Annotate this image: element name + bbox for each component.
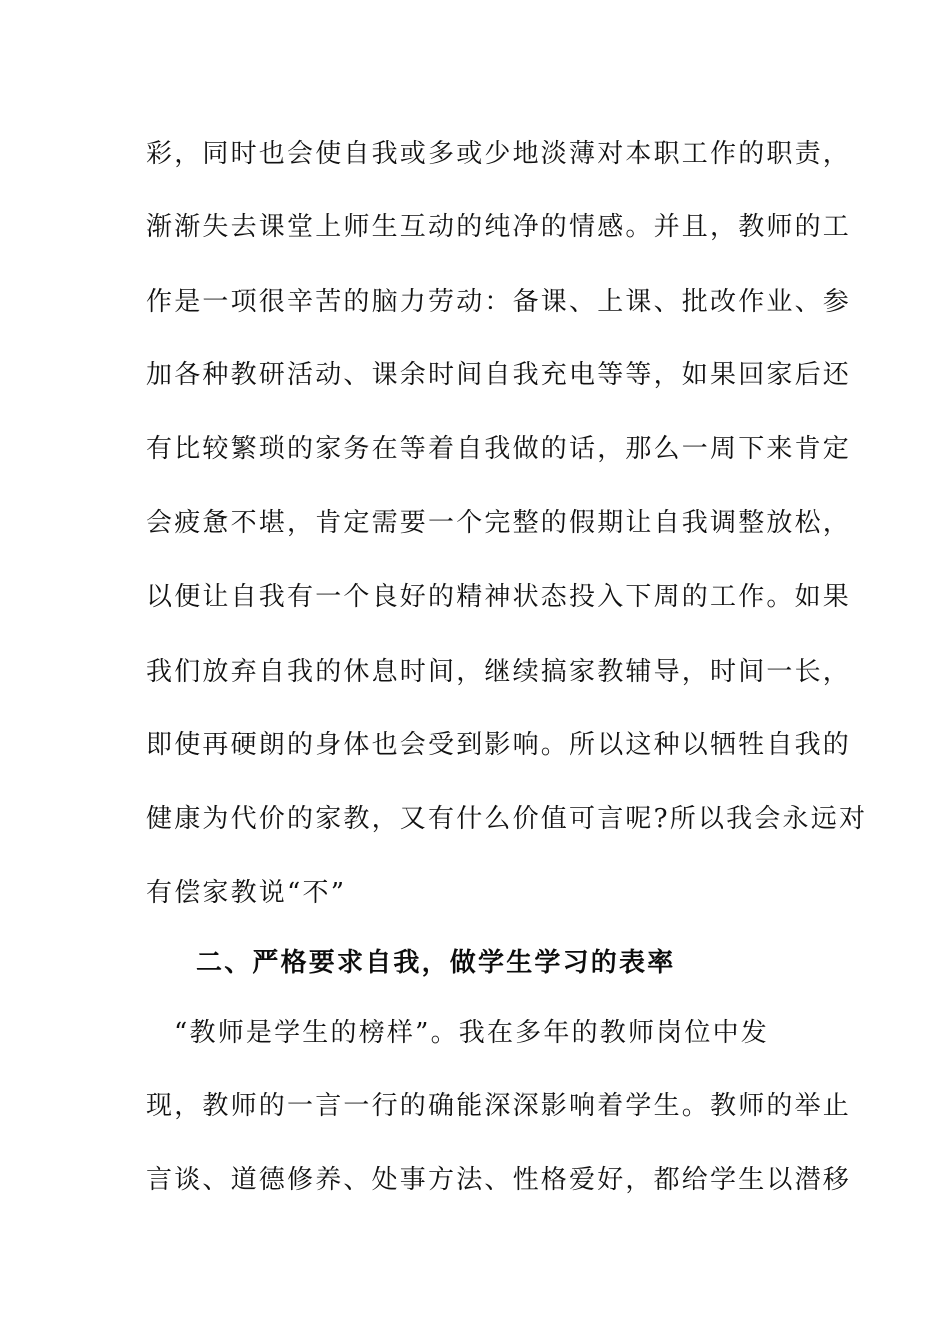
paragraph-line: 有偿家教说“不” — [146, 878, 347, 908]
paragraph-line: 作是一项很辛苦的脑力劳动：备课、上课、批改作业、参 — [146, 287, 852, 317]
paragraph-line: 我们放弃自我的休息时间，继续搞家教辅导，时间一长， — [146, 657, 852, 687]
paragraph-line: 渐渐失去课堂上师生互动的纯净的情感。并且，教师的工 — [146, 212, 852, 242]
paragraph-line: 健康为代价的家教，又有什么价值可言呢?所以我会永远对 — [146, 804, 868, 834]
paragraph-line: 现，教师的一言一行的确能深深影响着学生。教师的举止 — [146, 1091, 852, 1121]
paragraph-line: 彩，同时也会使自我或多或少地淡薄对本职工作的职责， — [146, 139, 852, 169]
paragraph-line: 言谈、道德修养、处事方法、性格爱好，都给学生以潜移 — [146, 1165, 852, 1195]
paragraph-line: 有比较繁琐的家务在等着自我做的话，那么一周下来肯定 — [146, 434, 852, 464]
paragraph-line: 会疲惫不堪，肯定需要一个完整的假期让自我调整放松， — [146, 508, 852, 538]
section-heading: 二、严格要求自我，做学生学习的表率 — [196, 948, 676, 978]
paragraph-line: 即使再硬朗的身体也会受到影响。所以这种以牺牲自我的 — [146, 730, 852, 760]
paragraph-line: 以便让自我有一个良好的精神状态投入下周的工作。如果 — [146, 582, 852, 612]
paragraph-line: 加各种教研活动、课余时间自我充电等等，如果回家后还 — [146, 360, 852, 390]
paragraph-line: “教师是学生的榜样”。我在多年的教师岗位中发 — [174, 1018, 769, 1048]
